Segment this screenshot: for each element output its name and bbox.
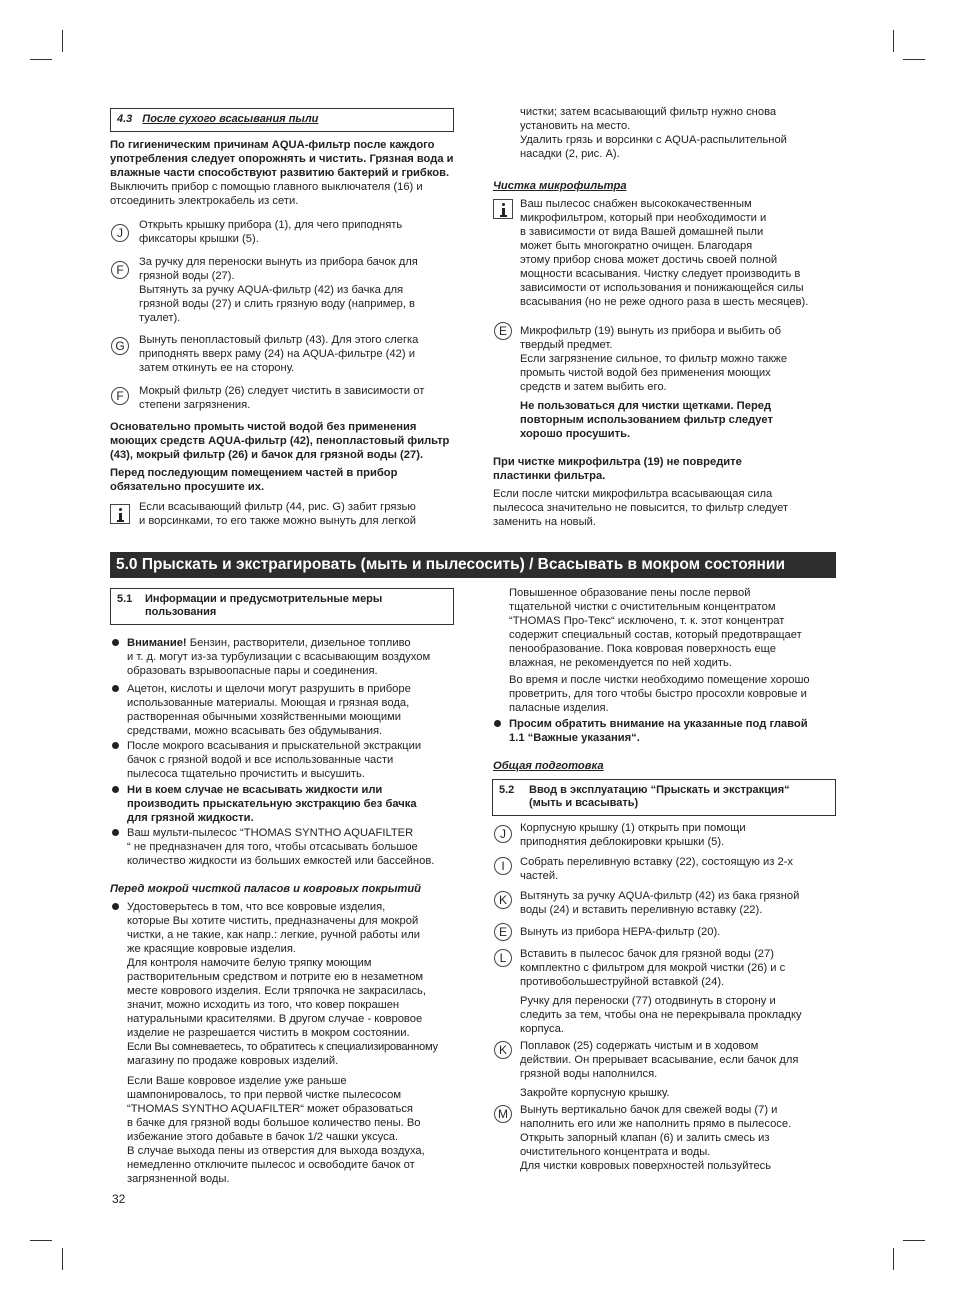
step-j bbox=[520, 821, 840, 849]
text-line: комплектно с фильтром для мокрой чистки (26) и с bbox=[520, 962, 786, 974]
foam-paragraph bbox=[509, 586, 839, 715]
text-line: значит, можно исходить из того, что ковер покрашен bbox=[127, 999, 400, 1011]
text-line: тщательной чистки с очистительным концентратом bbox=[509, 601, 776, 613]
section-title-line: Ввод в эксплуатацию “Прыскать и экстракция“ bbox=[529, 784, 790, 796]
text-line: заменить на новый. bbox=[493, 516, 597, 528]
text-line: Выключить прибор с помощью главного выключателя (16) и bbox=[110, 181, 423, 193]
text-line: загрязненной воды. bbox=[127, 1173, 230, 1185]
text-line: пылесоса значительно не повысится, то фильтр следует bbox=[493, 502, 789, 514]
text-line: Вставить в пылесос бачок для грязной воды (27) bbox=[520, 948, 774, 960]
text-line: избежание этого добавьте в бачок 1/2 чашки уксуса. bbox=[127, 1131, 399, 1143]
step-letter-icon: J bbox=[494, 825, 512, 843]
text-line: зависимости от использования и понижающейся силы bbox=[520, 282, 804, 294]
text-line: установить на место. bbox=[520, 120, 631, 132]
step-k bbox=[520, 889, 840, 917]
text-line: и т. д. могут из-за турбулизации с всасывающим воздухом bbox=[127, 651, 431, 663]
text-line: (43), мокрый фильтр (26) и бачок для грязной воды (27). bbox=[110, 449, 424, 461]
bullet-no-tank bbox=[127, 783, 462, 825]
text-line: проветрить, для того чтобы быстро просохли ковровые и bbox=[509, 688, 807, 700]
text-line: грязной воды наполнился. bbox=[520, 1068, 658, 1080]
text-line: Удостоверьтесь в том, что все ковровые изделия, bbox=[127, 901, 386, 913]
section-number: 4.3 bbox=[117, 113, 133, 125]
text-line: Ваш пылесос снабжен высококачественным bbox=[520, 198, 752, 210]
microfilter-info bbox=[520, 197, 840, 309]
text-line: промыть чистой водой без применения моющих bbox=[520, 367, 771, 379]
crop-mark bbox=[903, 59, 925, 60]
text-line: Вытянуть за ручку AQUA-фильтр (42) из бака грязной bbox=[520, 890, 800, 902]
text-line: В случае выхода пены из отверстия для выхода воздуха, bbox=[127, 1145, 425, 1157]
text-line: После мокрого всасывания и прыскательной экстракции bbox=[127, 740, 422, 752]
text-line: влажные части способствуют развитию бактерий и грибков. bbox=[110, 167, 450, 179]
text-line: Если Вы сомневаетесь, то обратитесь к специализированному bbox=[127, 1041, 438, 1053]
text-line: “THOMAS Про-Текс“ исключено, т. к. этот концентрат bbox=[509, 615, 785, 627]
microfilter-warning bbox=[493, 455, 838, 529]
text-line: может быть многократно очищен. Благодаря bbox=[520, 240, 753, 252]
info-icon bbox=[493, 199, 513, 219]
text-line: грязной воды (27) и слить грязную воду (например, в bbox=[139, 298, 415, 310]
section-4-3-heading bbox=[110, 108, 454, 132]
bullet-icon bbox=[494, 720, 501, 727]
text-line: “THOMAS SYNTHO AQUAFILTER“ может образоваться bbox=[127, 1103, 413, 1115]
crop-mark bbox=[30, 1240, 52, 1241]
text-line: Основательно промыть чистой водой без применения bbox=[110, 421, 417, 433]
text-line: приподнять вверх раму (24) на AQUA-фильтре (42) и bbox=[139, 348, 415, 360]
text-line: Если всасывающий фильтр (44, рис. G) забит грязью bbox=[139, 501, 416, 513]
step-letter-icon: I bbox=[494, 857, 512, 875]
rinse-note bbox=[110, 420, 460, 494]
step-letter-icon: M bbox=[494, 1105, 512, 1123]
text-line: Собрать переливную вставку (22), состоящую из 2-х bbox=[520, 856, 793, 868]
crop-mark bbox=[62, 30, 63, 52]
crop-mark bbox=[30, 59, 52, 60]
step-f-2 bbox=[139, 384, 459, 412]
text-line: Ни в коем случае не всасывать жидкости или bbox=[127, 784, 383, 796]
crop-mark bbox=[903, 1240, 925, 1241]
page-number: 32 bbox=[112, 1192, 126, 1206]
text-line: которые Вы хотите чистить, предназначены для мокрой bbox=[127, 915, 419, 927]
bullet-carpet-check bbox=[127, 900, 462, 1186]
text-line: Если Ваше ковровое изделие уже раньше bbox=[127, 1075, 347, 1087]
section-title: После сухого всасывания пыли bbox=[142, 113, 319, 125]
text-line: микрофильтром, который при необходимости и bbox=[520, 212, 767, 224]
text-line: Микрофильтр (19) вынуть из прибора и выбить об bbox=[520, 325, 782, 337]
text-line: в зависимости от вида Вашей домашней пыли bbox=[520, 226, 764, 238]
text-line: средствами, можно всасывать без обдумывания. bbox=[127, 725, 383, 737]
text-line: фиксаторы крышки (5). bbox=[139, 233, 259, 245]
text-line: Ацетон, кислоты и щелочи могут разрушить в приборе bbox=[127, 683, 411, 695]
text-line: немедленно отключите пылесос и освободите бачок от bbox=[127, 1159, 415, 1171]
text-line: твердый предмет. bbox=[520, 339, 613, 351]
text-line: Удалить грязь и ворсинки с AQUA-распылительной bbox=[520, 134, 787, 146]
step-e bbox=[520, 925, 840, 939]
text-line: следить за тем, чтобы она не перекрывала прокладку bbox=[520, 1009, 802, 1021]
text-line: Ручку для переноски (77) отодвинуть в сторону и bbox=[520, 995, 776, 1007]
text-line: Поплавок (25) содержать чистым и в ходовом bbox=[520, 1040, 759, 1052]
text-line: всасывания (но не реже одного раза в шесть месяцев). bbox=[520, 296, 809, 308]
text-line: туалет). bbox=[139, 312, 181, 324]
text-line: и ворсинками, то его также можно вынуть для легкой bbox=[139, 515, 416, 527]
section-title-line: Информации и предусмотрительные меры bbox=[145, 593, 383, 605]
text-line: затем откинуть ее на сторону. bbox=[139, 362, 295, 374]
text-line: Просим обратить внимание на указанные под главой bbox=[509, 718, 808, 730]
step-letter-icon: J bbox=[111, 224, 129, 242]
text-line: растворительным средством и потрите ею в незаметном bbox=[127, 971, 424, 983]
text-line: пенообразование. Пока ковровая поверхность еще bbox=[509, 643, 776, 655]
text-line: шампонировалось, то при первой чистке пылесосом bbox=[127, 1089, 402, 1101]
text-line: Во время и после чистки необходимо помещение хорошо bbox=[509, 674, 810, 686]
crop-mark bbox=[893, 30, 894, 52]
crop-mark bbox=[893, 1248, 894, 1270]
bullet-icon bbox=[112, 639, 119, 646]
text-line: чистки, а не такие, как напр.: легкие, ручной работы или bbox=[127, 929, 420, 941]
step-letter-icon: E bbox=[494, 322, 512, 340]
bullet-see-chapter bbox=[509, 717, 839, 745]
info-note bbox=[139, 500, 459, 528]
text-line: Бензин, растворители, дизельное топливо bbox=[186, 637, 411, 649]
step-i bbox=[520, 855, 840, 883]
bullet-icon bbox=[112, 742, 119, 749]
text-line: мощности всасывания. Чистку следует производить в bbox=[520, 268, 801, 280]
text-line: частей. bbox=[520, 870, 559, 882]
text-line: Если после читски микрофильтра всасывающая сила bbox=[493, 488, 773, 500]
text-line: “ не предназначен для того, чтобы отсасывать большое bbox=[127, 841, 418, 853]
bullet-icon bbox=[112, 786, 119, 793]
text-line: Закройте корпусную крышку. bbox=[520, 1087, 670, 1099]
text-line: наполнить его или же наполнить прямо в пылесосе. bbox=[520, 1118, 792, 1130]
section-title-line: (мыть и всасывать) bbox=[529, 797, 639, 809]
step-k-2 bbox=[520, 1039, 840, 1100]
text-line: влажная, не рекомендуется по ней ходить. bbox=[509, 657, 732, 669]
carpet-heading: Перед мокрой чисткой паласов и ковровых покрытий bbox=[110, 883, 421, 895]
text-line: приподнятия деблокировки крышки (5). bbox=[520, 836, 725, 848]
text-line: степени загрязнения. bbox=[139, 399, 251, 411]
step-letter-icon: G bbox=[111, 337, 129, 355]
text-line: Вытянуть за ручку AQUA-фильтр (42) из бачка для bbox=[139, 284, 404, 296]
text-line: натуральными красителями. В другом случае - ковровое bbox=[127, 1013, 423, 1025]
step-g bbox=[139, 333, 459, 375]
text-line: же красящие ковровые изделия. bbox=[127, 943, 296, 955]
text-line: обязательно просушите их. bbox=[110, 481, 265, 493]
text-line: повторным использованием фильтр следует bbox=[520, 414, 773, 426]
text-line: изделие не разрешается чистить в мокром состоянии. bbox=[127, 1027, 410, 1039]
text-line: грязной воды (27). bbox=[139, 270, 235, 282]
text-line: образовать взрывоопасные пары и соединения. bbox=[127, 665, 378, 677]
text-line: средств и затем выбить его. bbox=[520, 381, 667, 393]
bullet-icon bbox=[112, 903, 119, 910]
text-line: Вынуть из прибора HEPA-фильтр (20). bbox=[520, 926, 721, 938]
section-5-1-heading bbox=[110, 588, 454, 625]
text-line: пылесоса тщательно прочистить и высушить. bbox=[127, 768, 365, 780]
text-line: насадки (2, рис. A). bbox=[520, 148, 620, 160]
text-line: месте коврового изделия. Если тряпочка не закрасилась, bbox=[127, 985, 426, 997]
microfilter-heading: Чистка микрофильтра bbox=[493, 180, 627, 192]
text-line: моющих средств AQUA-фильтр (42), пенопластовый фильтр bbox=[110, 435, 450, 447]
text-line: противобольшеструйной вставкой (24). bbox=[520, 976, 725, 988]
text-line: Ваш мульти-пылесос “THOMAS SYNTHO AQUAFILTER bbox=[127, 827, 414, 839]
text-line: За ручку для переноски вынуть из прибора бачок для bbox=[139, 256, 418, 268]
warning-label: Внимание! bbox=[127, 637, 187, 649]
step-letter-icon: F bbox=[111, 387, 129, 405]
text-line: производить прыскательную экстракцию без бачка bbox=[127, 798, 417, 810]
text-line: Для контроля намочите белую тряпку моющим bbox=[127, 957, 372, 969]
section-title-line: пользования bbox=[145, 606, 217, 618]
text-line: Не пользоваться для чистки щетками. Перед bbox=[520, 400, 772, 412]
step-m bbox=[520, 1103, 840, 1173]
text-line: Если загрязнение сильное, то фильтр можно также bbox=[520, 353, 788, 365]
text-line: этому прибор снова может достичь своей полной bbox=[520, 254, 778, 266]
text-line: магазину по продаже ковровых изделий. bbox=[127, 1055, 339, 1067]
hygiene-intro bbox=[110, 138, 460, 208]
text-line: Открыть крышку прибора (1), для чего приподнять bbox=[139, 219, 403, 231]
bullet-warning bbox=[127, 636, 462, 678]
text-line: количество жидкости из больших емкостей или бассейнов. bbox=[127, 855, 435, 867]
text-line: растворенная обычными хозяйственными моющими bbox=[127, 711, 402, 723]
text-line: очистительного концентрата и воды. bbox=[520, 1146, 711, 1158]
text-line: в бачке для грязной воды большое количество пены. Во bbox=[127, 1117, 421, 1129]
text-line: По гигиеническим причинам AQUA-фильтр после каждого bbox=[110, 139, 435, 151]
text-line: чистки; затем всасывающий фильтр нужно снова bbox=[520, 106, 777, 118]
text-line: паласные изделия. bbox=[509, 702, 609, 714]
text-line: отсоединить электрокабель из сети. bbox=[110, 195, 299, 207]
text-line: хорошо просушить. bbox=[520, 428, 631, 440]
step-j bbox=[139, 218, 459, 246]
chapter-5-banner: 5.0 Прыскать и экстрагировать (мыть и пылесосить) / Всасывать в мокром состоянии bbox=[110, 552, 836, 578]
info-icon bbox=[110, 504, 130, 524]
text-line: 1.1 “Важные указания“. bbox=[509, 732, 640, 744]
text-line: употребления следует опорожнять и чистить. Грязная вода и bbox=[110, 153, 454, 165]
text-line: пластинки фильтра. bbox=[493, 470, 606, 482]
step-letter-icon: K bbox=[494, 891, 512, 909]
step-letter-icon: F bbox=[111, 261, 129, 279]
text-line: Перед последующим помещением частей в прибор bbox=[110, 467, 398, 479]
step-letter-icon: L bbox=[494, 949, 512, 967]
text-line: для грязной жидкости. bbox=[127, 812, 254, 824]
text-line: Повышенное образование пены после первой bbox=[509, 587, 751, 599]
text-line: корпуса. bbox=[520, 1023, 564, 1035]
section-number: 5.1 bbox=[117, 593, 133, 605]
section-5-2-heading bbox=[492, 779, 836, 816]
continuation bbox=[520, 105, 840, 161]
text-line: Открыть запорный клапан (6) и залить смесь из bbox=[520, 1132, 770, 1144]
text-line: бачок с грязной водой и все использованные части bbox=[127, 754, 394, 766]
step-l bbox=[520, 947, 840, 1036]
text-line: При чистке микрофильтра (19) не повредите bbox=[493, 456, 742, 468]
bullet-icon bbox=[112, 829, 119, 836]
text-line: Вынуть пенопластовый фильтр (43). Для этого слегка bbox=[139, 334, 419, 346]
text-line: Мокрый фильтр (26) следует чистить в зависимости от bbox=[139, 385, 425, 397]
text-line: использованные материалы. Моющая и грязная вода, bbox=[127, 697, 410, 709]
step-f bbox=[139, 255, 459, 325]
bullet-icon bbox=[112, 685, 119, 692]
bullet-capacity bbox=[127, 826, 462, 868]
crop-mark bbox=[62, 1248, 63, 1270]
text-line: содержит специальный состав, который предотвращает bbox=[509, 629, 802, 641]
bullet-cleanup bbox=[127, 739, 462, 781]
general-prep-heading: Общая подготовка bbox=[493, 760, 604, 772]
step-letter-icon: E bbox=[494, 923, 512, 941]
bullet-acids bbox=[127, 682, 462, 738]
text-line: действии. Он прерывает всасывание, если бачок для bbox=[520, 1054, 799, 1066]
section-number: 5.2 bbox=[499, 784, 515, 796]
step-e bbox=[520, 324, 840, 441]
text-line: Корпусную крышку (1) открыть при помощи bbox=[520, 822, 746, 834]
text-line: Вынуть вертикально бачок для свежей воды (7) и bbox=[520, 1104, 778, 1116]
step-letter-icon: K bbox=[494, 1041, 512, 1059]
text-line: Для чистки ковровых поверхностей пользуйтесь bbox=[520, 1160, 772, 1172]
text-line: воды (24) и вставить переливную вставку (22). bbox=[520, 904, 763, 916]
